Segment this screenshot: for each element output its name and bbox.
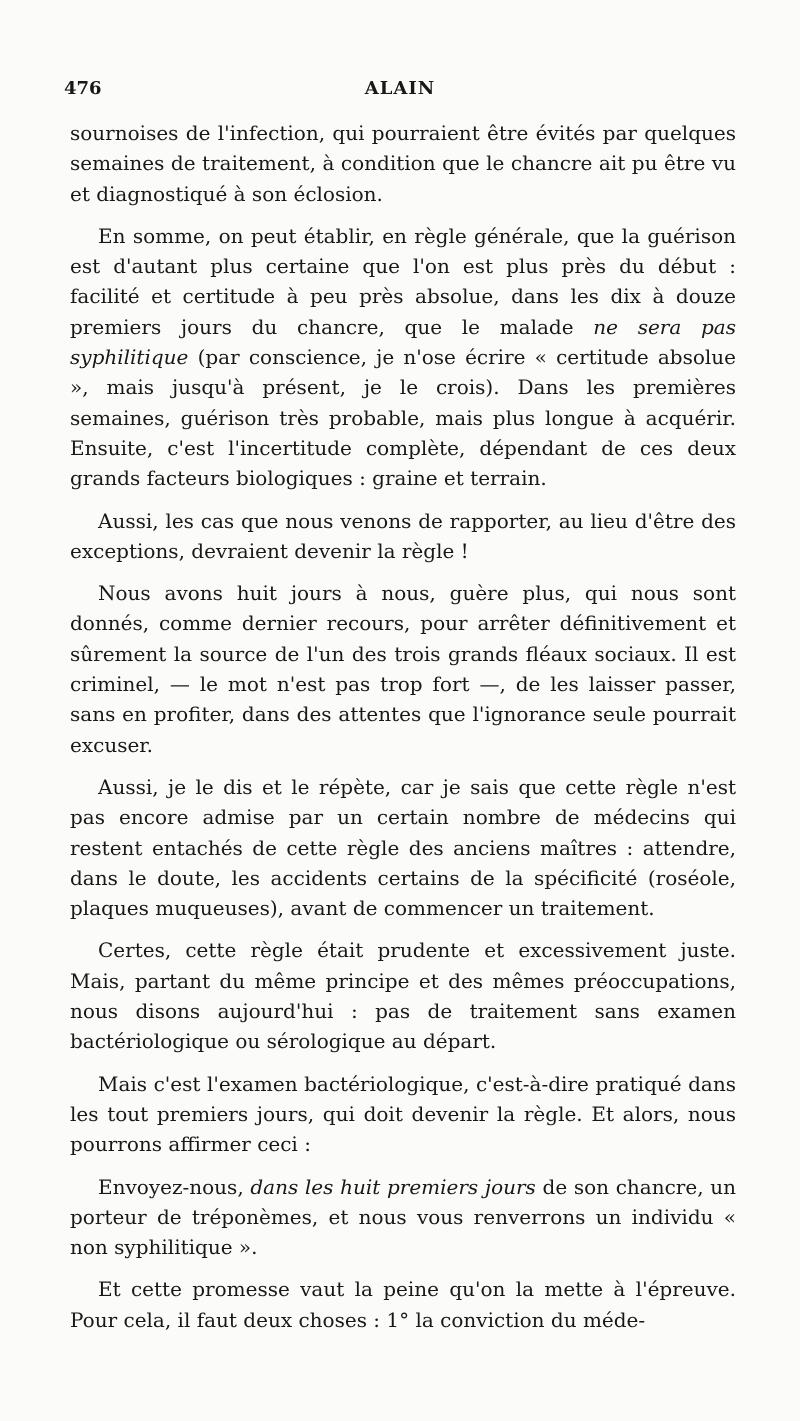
- paragraph-text: Aussi, les cas que nous venons de rapporter, au lieu d'être des exceptions, devraient devenir la règle !: [70, 508, 736, 563]
- emphasis-text: dans les huit premiers jours: [250, 1174, 536, 1199]
- paragraph: [70, 1274, 736, 1335]
- paragraph-text: (par conscience, je n'ose écrire « certitude absolue », mais jusqu'à présent, je le crois). Dans les premières semaines, guérison très probable, mais plus longue à acquérir. Ensuite, c'est l'incertitude complète, dépendant de ces deux grands facteurs biologiques : graine et terrain.: [70, 345, 736, 491]
- paragraph-text: En somme, on peut établir, en règle générale, que la guérison est d'autant plus certaine que l'on est plus près du début : facilité et certitude à peu près absolue, dans les dix à douze premiers jours du chancre, que le malade: [70, 223, 736, 339]
- paragraph: [70, 506, 736, 567]
- paragraph: [70, 578, 736, 760]
- paragraph-text: sournoises de l'infection, qui pourraient être évités par quelques semaines de traitement, à condition que le chancre ait pu être vu et diagnostiqué à son éclosion.: [70, 121, 736, 206]
- paragraph-text: Nous avons huit jours à nous, guère plus, qui nous sont donnés, comme dernier recours, pour arrêter définitivement et sûrement la source de l'un des trois grands fléaux sociaux. Il est criminel, — le mot n'est pas trop fort —, de les laisser passer, sans en profiter, dans des attentes que l'ignorance seule pourrait excuser.: [70, 581, 736, 757]
- emphasis-text: ne sera pas syphilitique: [70, 314, 736, 370]
- paragraph: [70, 1069, 736, 1160]
- paragraph: [70, 1172, 736, 1263]
- body-text: [70, 118, 736, 1335]
- page-header: [64, 78, 736, 106]
- paragraph-text: Certes, cette règle était prudente et excessivement juste. Mais, partant du même principe et des mêmes préoccupations, nous disons aujourd'hui : pas de traitement sans examen bactériologique ou sérologique au départ.: [70, 938, 736, 1054]
- paragraph-continuation: [70, 118, 736, 209]
- paragraph-text: de son chancre, un porteur de tréponèmes, et nous vous renverrons un individu « non syphilitique ».: [70, 1174, 736, 1260]
- paragraph-text: Envoyez-nous,: [98, 1174, 251, 1199]
- paragraph-text: Et cette promesse vaut la peine qu'on la mette à l'épreuve. Pour cela, il faut deux choses : 1° la conviction du méde-: [70, 1277, 736, 1332]
- paragraph-text: Mais c'est l'examen bactériologique, c'est-à-dire pratiqué dans les tout premiers jours, qui doit devenir la règle. Et alors, nous pourrons affirmer ceci :: [70, 1071, 736, 1157]
- page-number: 476: [64, 78, 102, 99]
- paragraph-text: Aussi, je le dis et le répète, car je sais que cette règle n'est pas encore admise par un certain nombre de médecins qui restent entachés de cette règle des anciens maîtres : attendre, dans le doute, les accidents certains de la spécificité (roséole, plaques muqueuses), avant de commencer un traitement.: [70, 774, 736, 921]
- paragraph: [70, 772, 736, 923]
- running-head: ALAIN: [364, 78, 436, 99]
- paragraph: [70, 221, 736, 494]
- paragraph: [70, 935, 736, 1056]
